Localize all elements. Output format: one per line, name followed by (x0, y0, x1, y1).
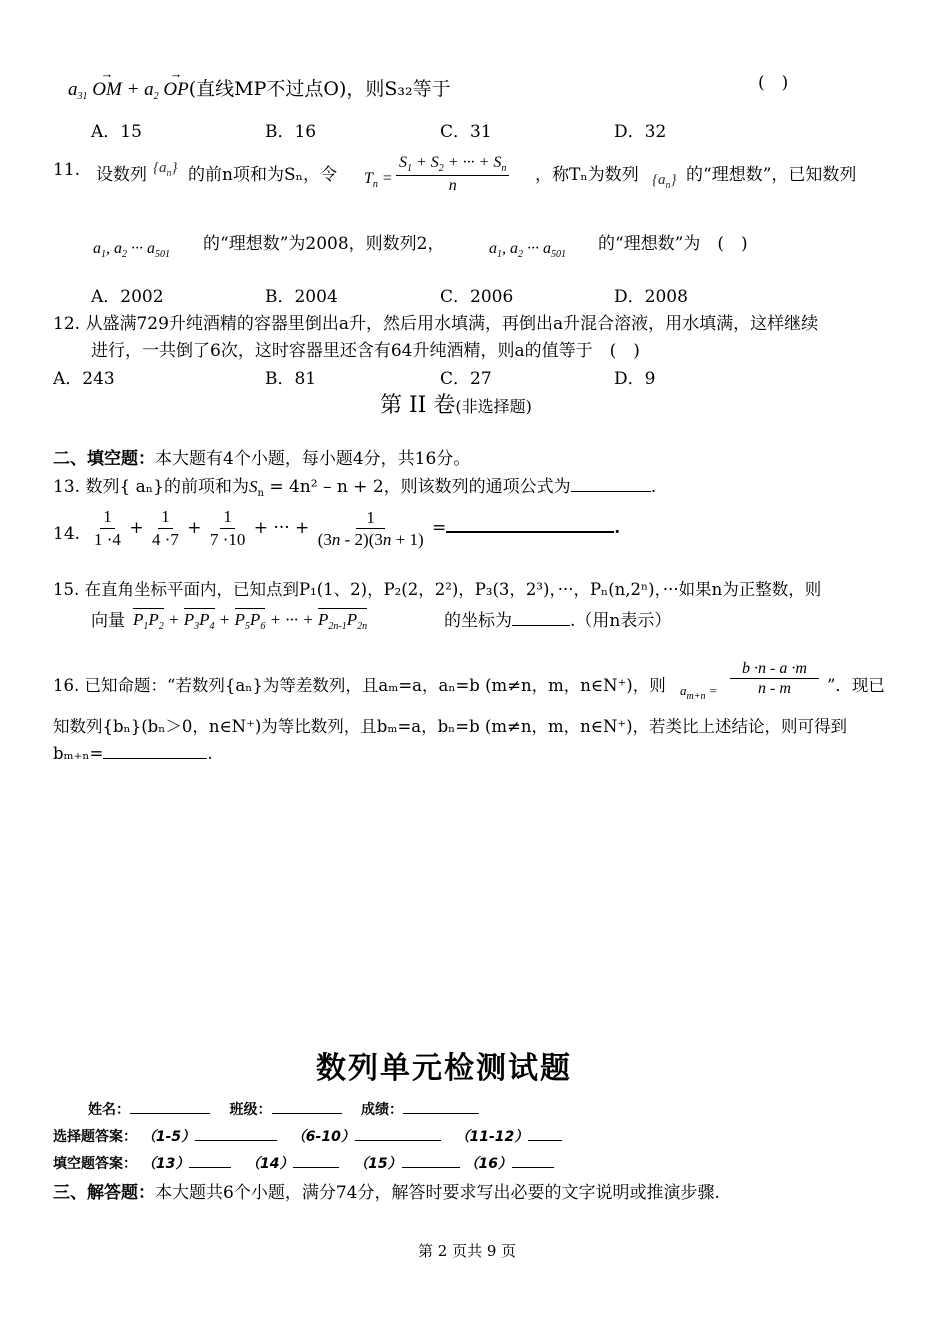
fill-section-line (53, 444, 470, 469)
q11-seq-an: $\{a_n\}$ (153, 160, 178, 179)
q16-line3 (53, 742, 213, 763)
part2-title: 第 II 卷 (380, 393, 456, 418)
q11-seq-an-2: $\{a_n\}$ (652, 172, 677, 191)
fill-section-head: 二、填空题： (53, 449, 155, 469)
fill-slot-15: （15） (354, 1156, 402, 1172)
solve-section-line (53, 1178, 720, 1203)
q14-series: $\frac{1}{1 \cdot 4}$ + $\frac{1}{4 \cdot 7}$ + $\frac{1}{7 \cdot 10}$ + ··· + $\frac{1}{(3n - 2)(3n + 1)}$ = . (94, 507, 621, 549)
q15-tail (444, 606, 671, 631)
page-footer: 第 2 页共 9 页 (418, 1242, 517, 1260)
q10-option-d: D．32 (614, 122, 667, 142)
name-label: 姓名： (88, 1102, 130, 1118)
q11-seq-1: $a_1$, $a_2$ ··· $a_{501}$ (93, 240, 170, 260)
q11-text-b: 的前n项和为Sₙ，令 (188, 165, 337, 185)
q11-tn-symbol: $T_n$ = (364, 170, 393, 190)
part2-heading (380, 388, 532, 419)
q13-answer-blank (571, 475, 651, 492)
fill-field-15[interactable] (402, 1151, 460, 1168)
q12-line1: 12. 从盛满729升纯酒精的容器里倒出a升，然后用水填满，再倒出a升混合溶液，用水填满，这样继续 (53, 314, 819, 334)
class-label: 班级： (229, 1102, 272, 1118)
q11-option-c: C．2006 (440, 287, 514, 307)
score-field[interactable] (403, 1097, 479, 1114)
score-label: 成绩： (361, 1102, 403, 1118)
sheet-title: 数列单元检测试题 (316, 1051, 572, 1086)
q12-option-c: C．27 (440, 369, 492, 389)
q11-option-a: A．2002 (91, 287, 164, 307)
fill-field-13[interactable] (189, 1151, 231, 1168)
name-field[interactable] (130, 1097, 210, 1114)
q13-end: . (650, 477, 657, 497)
q11-seq-2: $a_1$, $a_2$ ··· $a_{501}$ (489, 240, 566, 260)
fill-slot-16: （16） (464, 1156, 512, 1172)
q13-line: 13. 数列{ aₙ}的前项和为$S_n = 4n^2 - n + 2$，则该数列的通项公式为 . (53, 477, 657, 499)
class-field[interactable] (272, 1097, 342, 1114)
q11-text-c: ，称Tₙ为数列 (535, 165, 639, 185)
q16-line1-a: 16. 已知命题：“若数列{aₙ}为等差数列，且aₘ=a，aₙ=b (m≠n，m，n∈N⁺)，则 (53, 676, 666, 695)
q10-tail-line (68, 66, 451, 102)
fill-field-16[interactable] (512, 1151, 554, 1168)
q11-text-d: 的“理想数”，已知数列 (686, 165, 857, 185)
solve-section-desc: 本大题共6个小题，满分74分，解答时要求写出必要的文字说明或推演步骤. (155, 1183, 720, 1203)
q16-bmn: bₘ₊ₙ= (53, 744, 104, 763)
fill-answer-row (53, 1151, 554, 1173)
q15-tail-a: 的坐标为 (444, 611, 512, 631)
q10-option-a: A．15 (91, 122, 142, 142)
q16-end: . (207, 744, 213, 763)
q11-option-d: D．2008 (614, 287, 688, 307)
choice-slot-6-10: （6-10） (291, 1129, 355, 1145)
q15-answer-blank (512, 609, 570, 626)
q14-number: 14. (53, 524, 81, 544)
q12-line2: 进行，一共倒了6次，这时容器里还含有64升纯酒精，则a的值等于 ( ) (91, 341, 640, 361)
q11-option-b: B．2004 (265, 287, 338, 307)
choice-answer-row (53, 1124, 562, 1146)
q15-vec-label: 向量 (91, 611, 125, 631)
q11-text-f: 的“理想数”为 ( ) (598, 234, 748, 254)
choice-label: 选择题答案： (53, 1129, 137, 1145)
fill-section-desc: 本大题有4个小题，每小题4分，共16分。 (155, 449, 471, 469)
fill-field-14[interactable] (293, 1151, 339, 1168)
choice-slot-1-5: （1-5） (141, 1129, 196, 1145)
sheet-info-row (88, 1097, 479, 1119)
q11-number: 11. (53, 160, 81, 180)
q12-option-b: B．81 (265, 369, 317, 389)
choice-field-11-12[interactable] (528, 1124, 562, 1141)
choice-field-1-5[interactable] (195, 1124, 277, 1141)
q14-answer-blank (446, 531, 614, 533)
choice-slot-11-12: （11-12） (455, 1129, 529, 1145)
solve-section-head: 三、解答题： (53, 1183, 155, 1203)
q10-option-b: B．16 (265, 122, 317, 142)
q15-vector-sum: $P_1P_2 + P_3P_4 + P_5P_6$ + ··· + $P_{2n-1}P_{2n}$ (133, 610, 368, 632)
q11-text-e: 的“理想数”为2008，则数列2， (203, 234, 445, 254)
fill-slot-13: （13） (141, 1156, 190, 1172)
q16-answer-blank (103, 742, 207, 759)
q10-formula: $a_{31}$ OM → + $a_2$ OP → (68, 66, 189, 102)
q16-line2: 知数列{bₙ}(bₙ＞0，n∈N⁺)为等比数列，且bₘ=a，bₙ=b (m≠n，m，n∈N⁺)，若类比上述结论，则可得到 (53, 717, 848, 736)
q13-text-a: 13. 数列{ aₙ}的前项和为 (53, 477, 249, 497)
q16-fraction: $\frac{b \cdot n - a \cdot m}{n - m}$ (730, 660, 819, 698)
q14-end: . (614, 518, 621, 538)
q10-text: (直线MP不过点O)，则S₃₂等于 (188, 78, 451, 100)
q15-line1: 15. 在直角坐标平面内，已知点到P₁(1、2)，P₂(2，2²)，P₃(3，2³)，···，Pₙ(n,2ⁿ)，···如果n为正整数，则 (53, 580, 822, 599)
q11-tn-fraction: $\frac{S_1 + S_2 + \cdot\cdot\cdot + S_n}{n}$ (396, 154, 509, 195)
q10-paren: ( ) (758, 73, 789, 93)
q12-option-a: A．243 (53, 369, 115, 389)
fill-slot-14: （14） (245, 1156, 294, 1172)
part2-subtitle: (非选择题) (455, 397, 532, 416)
choice-field-6-10[interactable] (355, 1124, 441, 1141)
q16-line1-b: ”．现已 (827, 676, 885, 695)
q15-tail-b: .（用n表示） (570, 611, 672, 631)
q10-option-c: C．31 (440, 122, 492, 142)
fill-label: 填空题答案： (53, 1156, 137, 1172)
q11-text-a: 设数列 (96, 165, 147, 185)
q12-option-d: D．9 (614, 369, 656, 389)
q13-text-b: = 4n² – n + 2，则该数列的通项公式为 (263, 477, 571, 497)
q16-am-plus-n: $a_{m+n}$ = (680, 683, 718, 702)
